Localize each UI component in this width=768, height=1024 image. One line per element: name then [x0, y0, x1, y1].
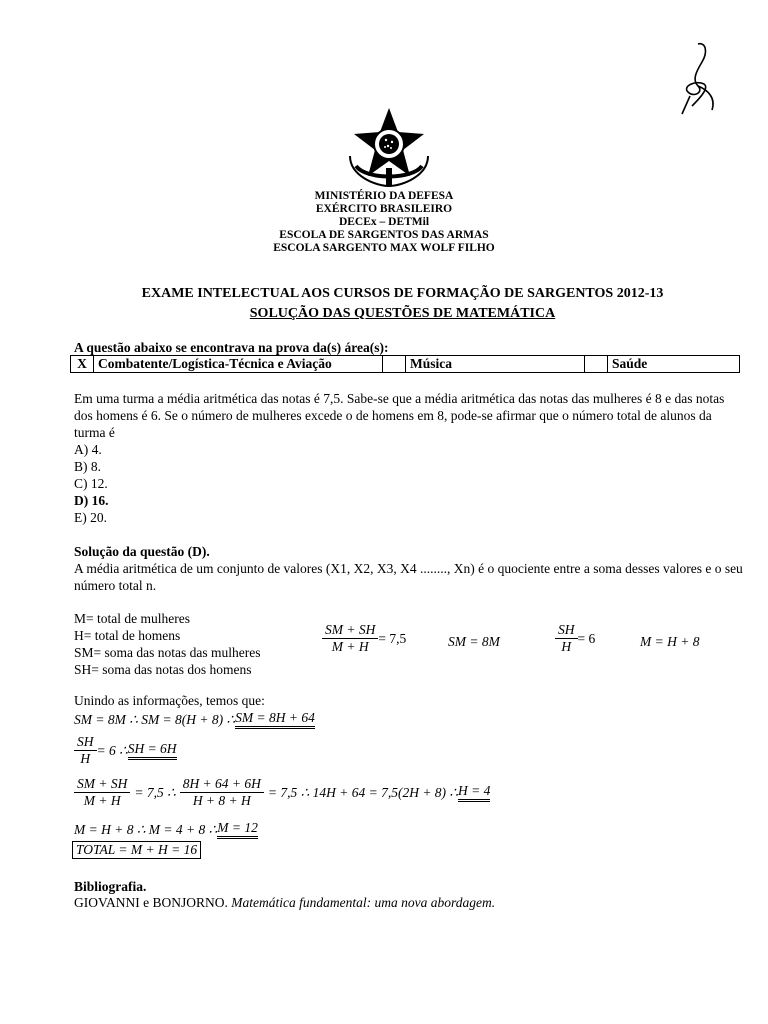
derivation-line-5: [72, 841, 201, 859]
eq1-rhs: = 7,5: [378, 630, 407, 646]
area-mark-combatente: X: [71, 356, 94, 373]
def-m: M= total de mulheres: [74, 611, 190, 626]
option-b: B) 8.: [74, 459, 101, 474]
area-mark-musica: [383, 356, 406, 373]
area-mark-saude: [585, 356, 608, 373]
equation-1: [322, 622, 406, 655]
eq3-denominator: H: [561, 639, 572, 654]
signature-mark: [668, 40, 724, 120]
def-sm: SM= soma das notas das mulheres: [74, 645, 261, 660]
option-d-correct: D) 16.: [74, 493, 109, 508]
derivation-line-2: [74, 734, 177, 767]
line3-denominator-1: M + H: [83, 793, 121, 808]
line3-numerator-2: 8H + 64 + 6H: [180, 776, 264, 793]
subtitle: SOLUÇÃO DAS QUESTÕES DE MATEMÁTICA: [249, 306, 556, 321]
solution-text: A média aritmética de um conjunto de valores (X1, X2, X3, X4 ........, Xn) é o quociente entre a soma desses valores e o seu número total n.: [74, 561, 743, 593]
area-saude: Saúde: [608, 356, 740, 373]
line3-denominator-2: H + 8 + H: [192, 793, 251, 808]
definitions: [74, 610, 260, 678]
exam-title: EXAME INTELECTUAL AOS CURSOS DE FORMAÇÃO DE SARGENTOS 2012-13: [141, 286, 664, 301]
line2-result: SH = 6H: [128, 741, 177, 760]
line3-step-1: = 7,5 ∴: [134, 784, 176, 800]
areas-intro: A questão abaixo se encontrava na prova da(s) área(s):: [74, 340, 389, 355]
header-line: DECEx – DETMil: [338, 216, 430, 228]
option-a: A) 4.: [74, 442, 102, 457]
document-titles: [0, 284, 768, 324]
line2-steps: = 6 ∴: [96, 742, 128, 758]
areas-table: [70, 355, 740, 373]
def-h: H= total de homens: [74, 628, 181, 643]
header-line: ESCOLA SARGENTO MAX WOLF FILHO: [273, 242, 495, 254]
joining-text: Unindo as informações, temos que:: [74, 693, 265, 708]
bibliography-title: Matemática fundamental: uma nova abordagem.: [231, 895, 496, 910]
line2-denominator: H: [80, 751, 91, 766]
line4-result: M = 12: [217, 820, 258, 839]
national-coat-of-arms-icon: [346, 106, 432, 188]
equation-4: M = H + 8: [640, 634, 700, 649]
line1-result: SM = 8H + 64: [235, 710, 315, 729]
line3-step-2: = 7,5 ∴ 14H + 64 = 7,5(2H + 8) ∴: [267, 784, 459, 800]
derivation-line-3: [74, 776, 490, 809]
option-c: C) 12.: [74, 476, 108, 491]
header-line: EXÉRCITO BRASILEIRO: [315, 203, 453, 215]
derivation-line-4: [74, 820, 258, 839]
line2-numerator: SH: [74, 734, 97, 751]
def-sh: SH= soma das notas dos homens: [74, 662, 252, 677]
eq3-rhs: = 6: [577, 630, 596, 646]
line3-result: H = 4: [458, 783, 490, 802]
eq1-denominator: M + H: [331, 639, 369, 654]
header-line: ESCOLA DE SARGENTOS DAS ARMAS: [279, 229, 489, 241]
line3-numerator-1: SM + SH: [74, 776, 130, 793]
bibliography-heading: Bibliografia.: [74, 879, 147, 894]
area-combatente: Combatente/Logística-Técnica e Aviação: [94, 356, 383, 373]
equation-2: SM = 8M: [448, 634, 500, 649]
equation-3: [555, 622, 595, 655]
bibliography-entry: [74, 894, 495, 911]
option-e: E) 20.: [74, 510, 107, 525]
eq3-numerator: SH: [555, 622, 578, 639]
area-musica: Música: [406, 356, 585, 373]
final-total: TOTAL = M + H = 16: [72, 841, 201, 859]
solution-heading: Solução da questão (D).: [74, 544, 210, 559]
institution-header: [0, 190, 768, 255]
derivation-line-1: [74, 710, 315, 729]
bibliography-authors: GIOVANNI e BONJORNO.: [74, 895, 232, 910]
eq1-numerator: SM + SH: [322, 622, 378, 639]
header-line: MINISTÉRIO DA DEFESA: [314, 190, 454, 202]
line1-steps: SM = 8M ∴ SM = 8(H + 8) ∴: [74, 711, 236, 727]
line4-steps: M = H + 8 ∴ M = 4 + 8 ∴: [74, 821, 218, 837]
question-text: Em uma turma a média aritmética das notas é 7,5. Sabe-se que a média aritmética das notas das mulheres é 8 e das notas dos homens é 6. Se o número de mulheres excede o de homens em 8, pode-se afirmar que o número total de alunos da turma é: [74, 391, 725, 440]
